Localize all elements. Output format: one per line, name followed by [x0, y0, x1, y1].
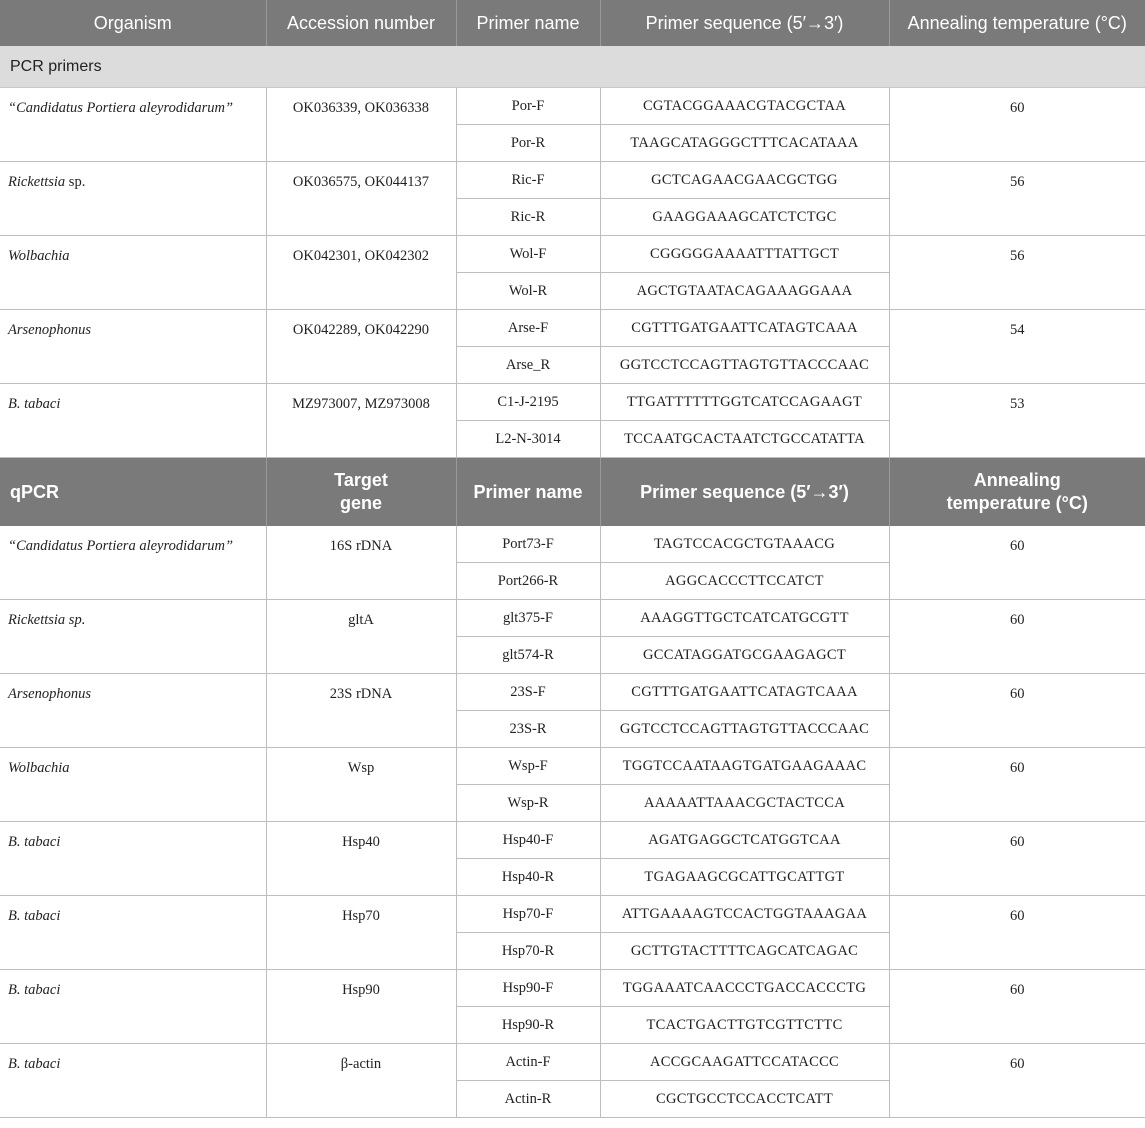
table-row: [0, 88, 1145, 125]
primer-name-cell: glt574-R: [456, 637, 600, 674]
primer-name-cell: Arse_R: [456, 347, 600, 384]
annealing-temp-cell: 54: [889, 310, 1145, 384]
primer-name-cell: 23S-R: [456, 711, 600, 748]
primer-sequence-cell: TAAGCATAGGGCTTTCACATAAA: [600, 125, 889, 162]
primer-name-cell: Hsp70-F: [456, 896, 600, 933]
primer-sequence-cell: TGGTCCAATAAGTGATGAAGAAAC: [600, 748, 889, 785]
organism-name: B. tabaci: [8, 834, 61, 850]
qpcr-header-target-line1: Target: [334, 470, 388, 490]
organism-name: “Candidatus Portiera aleyrodidarum”: [8, 538, 234, 554]
organism-name: Rickettsia: [8, 174, 66, 190]
table-row: [0, 236, 1145, 273]
qpcr-header-primer-sequence: Primer sequence (5′→3′): [600, 458, 889, 527]
primer-name-cell: Hsp70-R: [456, 933, 600, 970]
primer-sequence-cell: CGTACGGAAACGTACGCTAA: [600, 88, 889, 125]
organism-name: Arsenophonus: [8, 686, 91, 702]
qpcr-header-annealing: [889, 458, 1145, 527]
organism-cell: [0, 88, 266, 162]
table-row: [0, 970, 1145, 1007]
primer-sequence-cell: CGTTTGATGAATTCATAGTCAAA: [600, 674, 889, 711]
organism-cell: [0, 384, 266, 458]
annealing-temp-cell: 60: [889, 88, 1145, 162]
qpcr-header-organism: qPCR: [0, 458, 266, 527]
header-primer-sequence: Primer sequence (5′→3′): [600, 0, 889, 46]
primer-name-cell: Actin-F: [456, 1044, 600, 1081]
accession-cell: MZ973007, MZ973008: [266, 384, 456, 458]
primer-name-cell: Hsp90-R: [456, 1007, 600, 1044]
primer-sequence-cell: AGCTGTAATACAGAAAGGAAA: [600, 273, 889, 310]
primer-name-cell: Wol-F: [456, 236, 600, 273]
annealing-temp-cell: 60: [889, 1044, 1145, 1118]
primer-name-cell: Hsp40-R: [456, 859, 600, 896]
primer-sequence-cell: GCTTGTACTTTTCAGCATCAGAC: [600, 933, 889, 970]
header-accession: Accession number: [266, 0, 456, 46]
accession-cell: OK036339, OK036338: [266, 88, 456, 162]
annealing-temp-cell: 56: [889, 236, 1145, 310]
accession-cell: 23S rDNA: [266, 674, 456, 748]
section-row-pcr: [0, 46, 1145, 88]
primer-sequence-cell: TAGTCCACGCTGTAAACG: [600, 526, 889, 563]
annealing-temp-cell: 60: [889, 896, 1145, 970]
accession-cell: Wsp: [266, 748, 456, 822]
qpcr-header-primer-name: Primer name: [456, 458, 600, 527]
accession-cell: Hsp90: [266, 970, 456, 1044]
primer-name-cell: Arse-F: [456, 310, 600, 347]
table-row: [0, 384, 1145, 421]
table-row: [0, 748, 1145, 785]
organism-name: B. tabaci: [8, 1056, 61, 1072]
table-row: [0, 896, 1145, 933]
organism-name: “Candidatus Portiera aleyrodidarum”: [8, 100, 234, 116]
accession-cell: β-actin: [266, 1044, 456, 1118]
organism-name: B. tabaci: [8, 908, 61, 924]
primer-name-cell: Por-F: [456, 88, 600, 125]
primer-name-cell: Ric-F: [456, 162, 600, 199]
primer-name-cell: L2-N-3014: [456, 421, 600, 458]
accession-cell: 16S rDNA: [266, 526, 456, 600]
organism-name: Rickettsia sp.: [8, 612, 86, 628]
annealing-temp-cell: 60: [889, 674, 1145, 748]
header-organism: Organism: [0, 0, 266, 46]
table-row: [0, 1044, 1145, 1081]
accession-cell: OK042301, OK042302: [266, 236, 456, 310]
organism-cell: [0, 822, 266, 896]
qpcr-header-annealing-line1: Annealing: [973, 470, 1061, 490]
primer-sequence-cell: AGATGAGGCTCATGGTCAA: [600, 822, 889, 859]
organism-name: Wolbachia: [8, 760, 70, 776]
annealing-temp-cell: 56: [889, 162, 1145, 236]
primer-sequence-cell: CGCTGCCTCCACCTCATT: [600, 1081, 889, 1118]
organism-name: B. tabaci: [8, 396, 61, 412]
qpcr-header-row: [0, 458, 1145, 527]
primer-name-cell: C1-J-2195: [456, 384, 600, 421]
primer-sequence-cell: TCCAATGCACTAATCTGCCATATTA: [600, 421, 889, 458]
primer-sequence-cell: TCACTGACTTGTCGTTCTTC: [600, 1007, 889, 1044]
primer-sequence-cell: AAAAATTAAACGCTACTCCA: [600, 785, 889, 822]
header-primer-name: Primer name: [456, 0, 600, 46]
qpcr-header-target-gene: [266, 458, 456, 527]
accession-cell: OK042289, OK042290: [266, 310, 456, 384]
organism-cell: [0, 674, 266, 748]
organism-cell: [0, 748, 266, 822]
accession-cell: gltA: [266, 600, 456, 674]
primer-name-cell: Actin-R: [456, 1081, 600, 1118]
table-row: [0, 310, 1145, 347]
primer-name-cell: Wsp-R: [456, 785, 600, 822]
primer-sequence-cell: GGTCCTCCAGTTAGTGTTACCCAAC: [600, 711, 889, 748]
accession-cell: Hsp70: [266, 896, 456, 970]
table-row: [0, 526, 1145, 563]
primer-name-cell: Wol-R: [456, 273, 600, 310]
organism-cell: [0, 600, 266, 674]
primer-sequence-cell: ATTGAAAAGTCCACTGGTAAAGAA: [600, 896, 889, 933]
organism-cell: [0, 162, 266, 236]
organism-cell: [0, 970, 266, 1044]
primer-name-cell: Hsp90-F: [456, 970, 600, 1007]
organism-cell: [0, 896, 266, 970]
organism-name: Wolbachia: [8, 248, 70, 264]
primer-name-cell: Por-R: [456, 125, 600, 162]
primer-sequence-cell: GCTCAGAACGAACGCTGG: [600, 162, 889, 199]
table-row: [0, 600, 1145, 637]
organism-name: B. tabaci: [8, 982, 61, 998]
header-annealing: Annealing temperature (°C): [889, 0, 1145, 46]
table-row: [0, 822, 1145, 859]
primer-name-cell: Hsp40-F: [456, 822, 600, 859]
primer-sequence-cell: GGTCCTCCAGTTAGTGTTACCCAAC: [600, 347, 889, 384]
table-row: [0, 162, 1145, 199]
primer-sequence-cell: CGGGGGAAAATTTATTGCT: [600, 236, 889, 273]
table-row: [0, 674, 1145, 711]
primer-sequence-cell: ACCGCAAGATTCCATACCC: [600, 1044, 889, 1081]
organism-cell: [0, 1044, 266, 1118]
annealing-temp-cell: 60: [889, 822, 1145, 896]
primer-name-cell: Ric-R: [456, 199, 600, 236]
annealing-temp-cell: 60: [889, 600, 1145, 674]
primer-sequence-cell: CGTTTGATGAATTCATAGTCAAA: [600, 310, 889, 347]
annealing-temp-cell: 60: [889, 526, 1145, 600]
primer-name-cell: Port73-F: [456, 526, 600, 563]
organism-cell: [0, 236, 266, 310]
organism-cell: [0, 310, 266, 384]
qpcr-header-target-line2: gene: [339, 493, 382, 513]
primer-sequence-cell: GCCATAGGATGCGAAGAGCT: [600, 637, 889, 674]
organism-name: Arsenophonus: [8, 322, 91, 338]
accession-cell: Hsp40: [266, 822, 456, 896]
section-title-pcr: PCR primers: [0, 46, 1145, 88]
qpcr-header-annealing-line2: temperature (°C): [946, 493, 1088, 513]
primer-name-cell: Port266-R: [456, 563, 600, 600]
primer-sequence-cell: GAAGGAAAGCATCTCTGC: [600, 199, 889, 236]
primer-sequence-cell: TGGAAATCAACCCTGACCACCCTG: [600, 970, 889, 1007]
accession-cell: OK036575, OK044137: [266, 162, 456, 236]
primer-name-cell: 23S-F: [456, 674, 600, 711]
primer-sequence-cell: TTGATTTTTTGGTCATCCAGAAGT: [600, 384, 889, 421]
table-header-row: [0, 0, 1145, 46]
annealing-temp-cell: 53: [889, 384, 1145, 458]
organism-suffix: sp.: [65, 174, 86, 190]
primer-sequence-cell: AAAGGTTGCTCATCATGCGTT: [600, 600, 889, 637]
annealing-temp-cell: 60: [889, 970, 1145, 1044]
primer-sequence-cell: TGAGAAGCGCATTGCATTGT: [600, 859, 889, 896]
annealing-temp-cell: 60: [889, 748, 1145, 822]
primer-name-cell: glt375-F: [456, 600, 600, 637]
organism-cell: [0, 526, 266, 600]
primer-sequence-cell: AGGCACCCTTCCATCT: [600, 563, 889, 600]
primer-name-cell: Wsp-F: [456, 748, 600, 785]
